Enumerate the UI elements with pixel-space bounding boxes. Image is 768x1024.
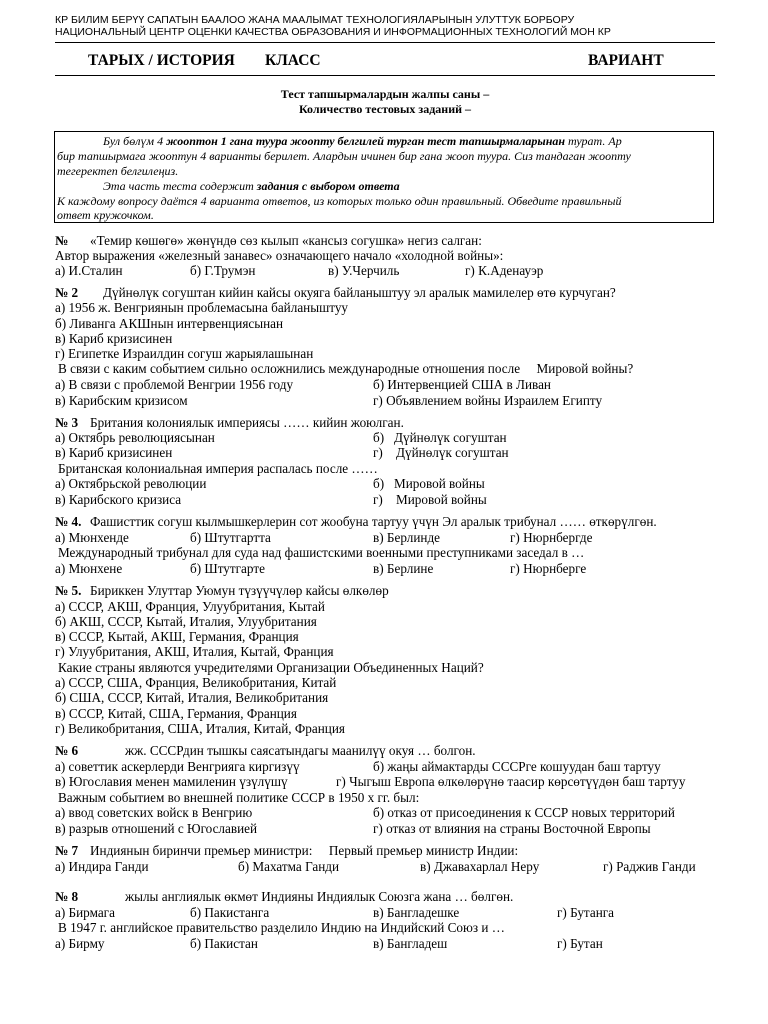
q4-ru-option-d: г) Нюрнберге (510, 561, 587, 576)
q6-ru-option-d: г) отказ от влияния на страны Восточной Европы (373, 821, 651, 836)
q5-kg-option-a: а) СССР, АКШ, Франция, Улуубритания, Кытай (55, 599, 325, 614)
q4-kg-option-b: б) Штутгартта (190, 530, 271, 545)
q1-number: № (55, 233, 69, 248)
q1-text-kg: «Темир көшөгө» жөнүндө сөз кылып «кансыз согушка» негиз салган: (90, 233, 482, 248)
q7-option-a: а) Индира Ганди (55, 859, 149, 874)
instructions-kg-line3: тегеректеп белгилеңиз. (57, 164, 179, 178)
q4-ru-option-b: б) Штутгарте (190, 561, 265, 576)
q4-ru-option-c: в) Берлине (373, 561, 434, 576)
q8-kg-option-a: а) Бирмага (55, 905, 115, 920)
q4-text-ru: Международный трибунал для суда над фашистскими военными преступниками заседал в … (58, 545, 585, 560)
q2-ru-option-b: б) Интервенцией США в Ливан (373, 377, 551, 392)
q4-ru-option-a: а) Мюнхене (55, 561, 123, 576)
instructions-box (54, 131, 714, 223)
q2-ru-option-d: г) Объявлением войны Израилем Египту (373, 393, 603, 408)
q5-kg-option-b: б) АКШ, СССР, Кытай, Италия, Улуубритания (55, 614, 317, 629)
q4-kg-option-c: в) Берлинде (373, 530, 441, 545)
q8-kg-option-d: г) Бутанга (557, 905, 615, 920)
instructions-kg-line2: бир тапшырмага жооптун 4 варианты берилет. Алардын ичинен бир гана жооп туура. Сиз тандаган жоопту (57, 149, 631, 163)
q1-text-ru: Автор выражения «железный занавес» означающего начало «холодной войны»: (55, 248, 504, 263)
q3-ru-option-c: в) Карибского кризиса (55, 492, 182, 507)
task-count-kg: Тест тапшырмалардын жалпы саны – (280, 87, 490, 101)
q7-option-c: в) Джавахарлал Неру (420, 859, 540, 874)
instructions-kg-line1: Бул бөлүм 4 жооптон 1 гана туура жоопту белгилей турган тест тапшырмаларынан турат. Ар (103, 134, 622, 148)
q5-ru-option-d: г) Великобритания, США, Италия, Китай, Франция (55, 721, 345, 736)
q2-text-ru: В связи с каким событием сильно осложнились международные отношения после Мировой войны? (58, 361, 634, 376)
q2-ru-option-a: а) В связи с проблемой Венгрии 1956 году (55, 377, 294, 392)
q3-kg-option-d: г) Дүйнөлүк согуштан (373, 445, 509, 460)
q3-kg-option-a: а) Октябрь революциясынан (55, 430, 215, 445)
q6-ru-option-c: в) разрыв отношений с Югославией (55, 821, 258, 836)
q7-text: Индиянын биринчи премьер министри: Первый премьер министр Индии: (90, 843, 519, 858)
q3-text-kg: Британия колониялык империясы …… кийин жоюлган. (90, 415, 404, 430)
q8-ru-option-c: в) Бангладеш (373, 936, 448, 951)
q7-option-b: б) Махатма Ганди (238, 859, 340, 874)
header-line-ru: НАЦИОНАЛЬНЫЙ ЦЕНТР ОЦЕНКИ КАЧЕСТВА ОБРАЗОВАНИЯ И ИНФОРМАЦИОННЫХ ТЕХНОЛОГИЙ МОН КР (55, 26, 611, 38)
q2-text-kg: Дүйнөлүк согуштан кийин кайсы окуяга байланыштуу эл аралык мамилелер өтө курчуган? (103, 285, 616, 300)
q5-text-ru: Какие страны являются учредителями Организации Объединенных Наций? (58, 660, 484, 675)
q6-ru-option-a: а) ввод советских войск в Венгрию (55, 805, 253, 820)
q6-kg-option-b: б) жаңы аймактарды СССРге кошуудан баш тартуу (373, 759, 661, 774)
q4-kg-option-d: г) Нюрнбергде (510, 530, 593, 545)
subject-title: ТАРЫХ / ИСТОРИЯ (88, 52, 235, 69)
q7-number: № 7 (55, 843, 79, 858)
instructions-ru-line2: К каждому вопросу даётся 4 варианта ответов, из которых только один правильный. Обведите правильный (57, 194, 622, 208)
title-rule (55, 75, 715, 76)
task-count-ru: Количество тестовых заданий – (298, 102, 472, 116)
q8-ru-option-b: б) Пакистан (190, 936, 258, 951)
instructions-ru-line3: ответ кружочком. (57, 208, 154, 222)
q2-kg-option-a: а) 1956 ж. Венгриянын проблемасына байланыштуу (55, 300, 349, 315)
q8-text-ru: В 1947 г. английское правительство разделило Индию на Индийский Союз и … (58, 920, 505, 935)
header-line-kg: КР БИЛИМ БЕРҮҮ САПАТЫН БААЛОО ЖАНА МААЛЫМАТ ТЕХНОЛОГИЯЛАРЫНЫН УЛУТТУК БОРБОРУ (55, 14, 575, 26)
q8-number: № 8 (55, 889, 79, 904)
q6-kg-option-a: а) советтик аскерлерди Венгрияга киргизүү (55, 759, 300, 774)
q5-ru-option-b: б) США, СССР, Китай, Италия, Великобритания (55, 690, 329, 705)
q5-ru-option-a: а) СССР, США, Франция, Великобритания, Китай (55, 675, 337, 690)
q8-text-kg: жылы англиялык өкмөт Индияны Индиялык Союзга жана … бөлгөн. (125, 889, 514, 904)
q7-option-d: г) Раджив Ганди (603, 859, 696, 874)
q2-number: № 2 (55, 285, 79, 300)
class-label: КЛАСС (265, 52, 321, 69)
q3-kg-option-c: в) Кариб кризисинен (55, 445, 173, 460)
header-rule (55, 42, 715, 43)
q6-ru-option-b: б) отказ от присоединения к СССР новых территорий (373, 805, 675, 820)
q1-option-d: г) К.Аденауэр (465, 263, 544, 278)
q8-ru-option-d: г) Бутан (557, 936, 603, 951)
q5-text-kg: Бириккен Улуттар Уюмун түзүүчүлөр кайсы өлкөлөр (90, 583, 389, 598)
q3-ru-option-a: а) Октябрьской революции (55, 476, 207, 491)
q2-ru-option-c: в) Карибским кризисом (55, 393, 188, 408)
instructions-ru-line1: Эта часть теста содержит задания с выбором ответа (103, 179, 400, 193)
q5-number: № 5. (55, 583, 82, 598)
q3-ru-option-d: г) Мировой войны (373, 492, 487, 507)
q2-kg-option-d: г) Египетке Израилдин согуш жарыялашынан (55, 346, 314, 361)
q8-ru-option-a: а) Бирму (55, 936, 105, 951)
q1-option-b: б) Г.Трумэн (190, 263, 256, 278)
q4-kg-option-a: а) Мюнхенде (55, 530, 129, 545)
q8-kg-option-c: в) Бангладешке (373, 905, 460, 920)
q6-number: № 6 (55, 743, 79, 758)
q5-kg-option-d: г) Улуубритания, АКШ, Италия, Кытай, Франция (55, 644, 334, 659)
q3-text-ru: Британская колониальная империя распалась после …… (58, 461, 378, 476)
q6-kg-option-c: в) Югославия менен мамиленин үзүлүшү (55, 774, 288, 789)
q4-number: № 4. (55, 514, 82, 529)
q3-ru-option-b: б) Мировой войны (373, 476, 485, 491)
q1-option-c: в) У.Черчиль (328, 263, 400, 278)
q1-option-a: а) И.Сталин (55, 263, 123, 278)
q3-kg-option-b: б) Дүйнөлүк согуштан (373, 430, 507, 445)
q6-text-ru: Важным событием во внешней политике СССР в 1950 х гг. был: (58, 790, 420, 805)
q6-kg-option-d: г) Чыгыш Европа өлкөлөрүнө таасир көрсөтүүдөн баш тартуу (336, 774, 686, 789)
q6-text-kg: жж. СССРдин тышкы саясатындагы маанилүү окуя … болгон. (125, 743, 476, 758)
q4-text-kg: Фашисттик согуш кылмышкерлерин сот жообуна тартуу үчүн Эл аралык трибунал …… өткөрүлгөн. (90, 514, 657, 529)
q2-kg-option-b: б) Ливанга АКШнын интервенциясынан (55, 316, 284, 331)
q8-kg-option-b: б) Пакистанга (190, 905, 270, 920)
q5-kg-option-c: в) СССР, Кытай, АКШ, Германия, Франция (55, 629, 299, 644)
q2-kg-option-c: в) Кариб кризисинен (55, 331, 173, 346)
q3-number: № 3 (55, 415, 79, 430)
variant-label: ВАРИАНТ (588, 52, 664, 69)
q5-ru-option-c: в) СССР, Китай, США, Германия, Франция (55, 706, 297, 721)
